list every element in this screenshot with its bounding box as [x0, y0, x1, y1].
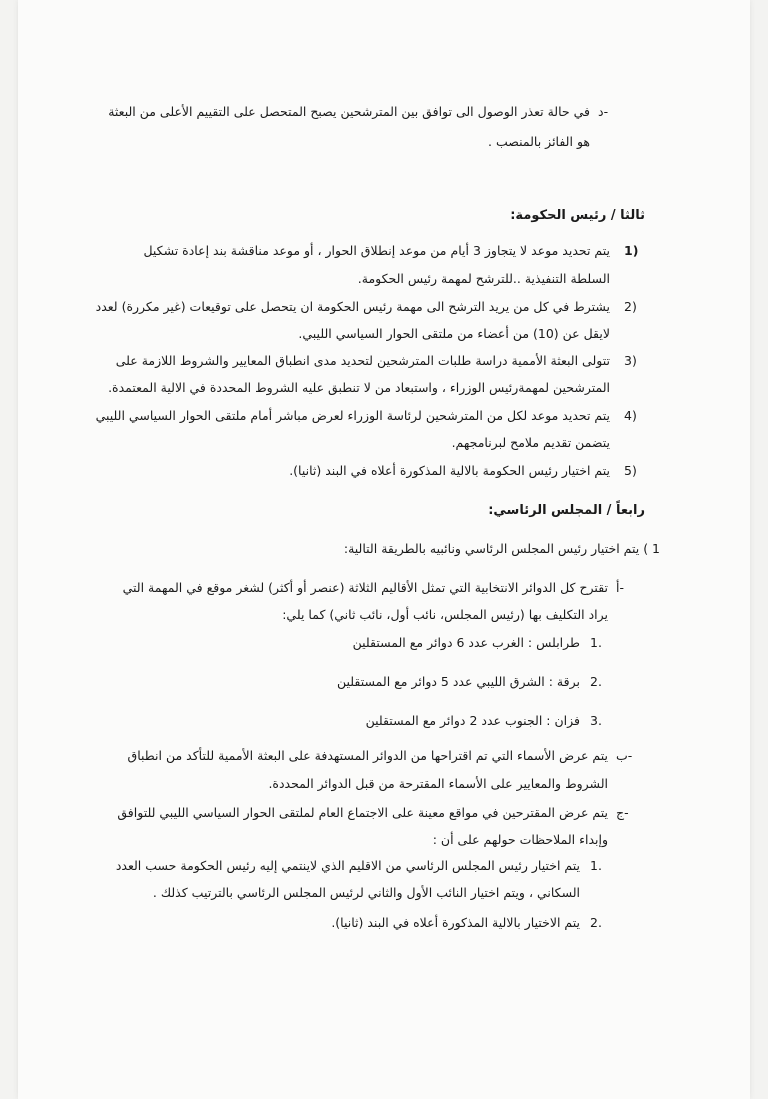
- paragraph-line: تتولى البعثة الأممية دراسة طلبات المترشحين لتحديد مدى انطباق المعايير والشروط اللازمة على: [115, 353, 610, 368]
- item-number: 3): [624, 353, 637, 368]
- item-marker: أ-: [616, 580, 624, 595]
- item-marker: ج-: [616, 805, 629, 820]
- paragraph-line: يتم اختيار رئيس الحكومة بالالية المذكورة أعلاه في البند (ثانيا).: [289, 463, 610, 478]
- section-title: ثالثا / رئيس الحكومة:: [510, 208, 645, 223]
- paragraph-line: في حالة تعذر الوصول الى توافق بين المترشحين يصبح المتحصل على التقييم الأعلى من البعثة: [108, 104, 590, 119]
- paragraph-line: لايقل عن (10) من أعضاء من ملتقى الحوار السياسي الليبي.: [298, 326, 610, 341]
- item-number: 2): [624, 299, 637, 314]
- list-item: برقة : الشرق الليبي عدد 5 دوائر مع المستقلين: [337, 674, 580, 689]
- paragraph-line: يتم عرض المقترحين في مواقع معينة على الاجتماع العام لملتقى الحوار السياسي الليبي للتوافق: [117, 805, 608, 820]
- sub-item-number: 2.: [590, 915, 602, 930]
- paragraph-line: يشترط في كل من يريد الترشح الى مهمة رئيس الحكومة ان يتحصل على توقيعات (غير مكررة) لعدد: [95, 299, 610, 314]
- list-item: طرابلس : الغرب عدد 6 دوائر مع المستقلين: [352, 635, 580, 650]
- item-number: 5): [624, 463, 637, 478]
- paragraph-line: الشروط والمعايير على الأسماء المقترحة من قبل الدوائر المحددة.: [268, 776, 608, 791]
- paragraph-line: يتم تحديد موعد لا يتجاوز 3 أيام من موعد إنطلاق الحوار ، أو موعد مناقشة بند إعادة تشكيل: [143, 243, 610, 258]
- paragraph-line: المترشحين لمهمةرئيس الوزراء ، واستبعاد من لا تنطبق عليه الشروط المحددة في الالية المعتمدة.: [108, 380, 610, 395]
- item-number: 4): [624, 408, 637, 423]
- item-marker: د-: [598, 104, 609, 119]
- list-item: فزان : الجنوب عدد 2 دوائر مع المستقلين: [365, 713, 580, 728]
- sub-item-number: 1.: [590, 635, 602, 650]
- intro-line: 1 ) يتم اختيار رئيس المجلس الرئاسي ونائبيه بالطريقة التالية:: [343, 541, 660, 556]
- paragraph-line: تقترح كل الدوائر الانتخابية التي تمثل الأقاليم الثلاثة (عنصر أو أكثر) لشغر موقع في المهمة التي: [122, 580, 608, 595]
- item-marker: ب-: [616, 748, 633, 763]
- paragraph-line: السكاني ، ويتم اختيار النائب الأول والثاني لرئيس المجلس الرئاسي بالترتيب كذلك .: [152, 885, 580, 900]
- paragraph-line: السلطة التنفيذية ..للترشح لمهمة رئيس الحكومة.: [357, 271, 610, 286]
- paragraph-line: يتضمن تقديم ملامح لبرنامجهم.: [451, 435, 610, 450]
- sub-item-number: 3.: [590, 713, 602, 728]
- paragraph-line: هو الفائز بالمنصب .: [488, 134, 590, 149]
- paragraph-line: يتم عرض الأسماء التي تم اقتراحها من الدوائر المستهدفة على البعثة الأممية للتأكد من انطباق: [127, 748, 608, 763]
- item-number: 1): [624, 243, 639, 258]
- paragraph-line: يتم اختيار رئيس المجلس الرئاسي من الاقليم الذي لاينتمي إليه رئيس الحكومة حسب العدد: [115, 858, 580, 873]
- sub-item-number: 1.: [590, 858, 602, 873]
- paragraph-line: يتم الاختيار بالالية المذكورة أعلاه في البند (ثانيا).: [331, 915, 580, 930]
- paragraph-line: يتم تحديد موعد لكل من المترشحين لرئاسة الوزراء لعرض مباشر أمام ملتقى الحوار السياسي الليبي: [95, 408, 610, 423]
- section-title: رابعاً / المجلس الرئاسي:: [488, 503, 645, 518]
- sub-item-number: 2.: [590, 674, 602, 689]
- paragraph-line: وإبداء الملاحظات حولهم على أن :: [432, 832, 608, 847]
- document-page: [18, 0, 750, 1099]
- paragraph-line: يراد التكليف بها (رئيس المجلس، نائب أول، نائب ثاني) كما يلي:: [282, 607, 608, 622]
